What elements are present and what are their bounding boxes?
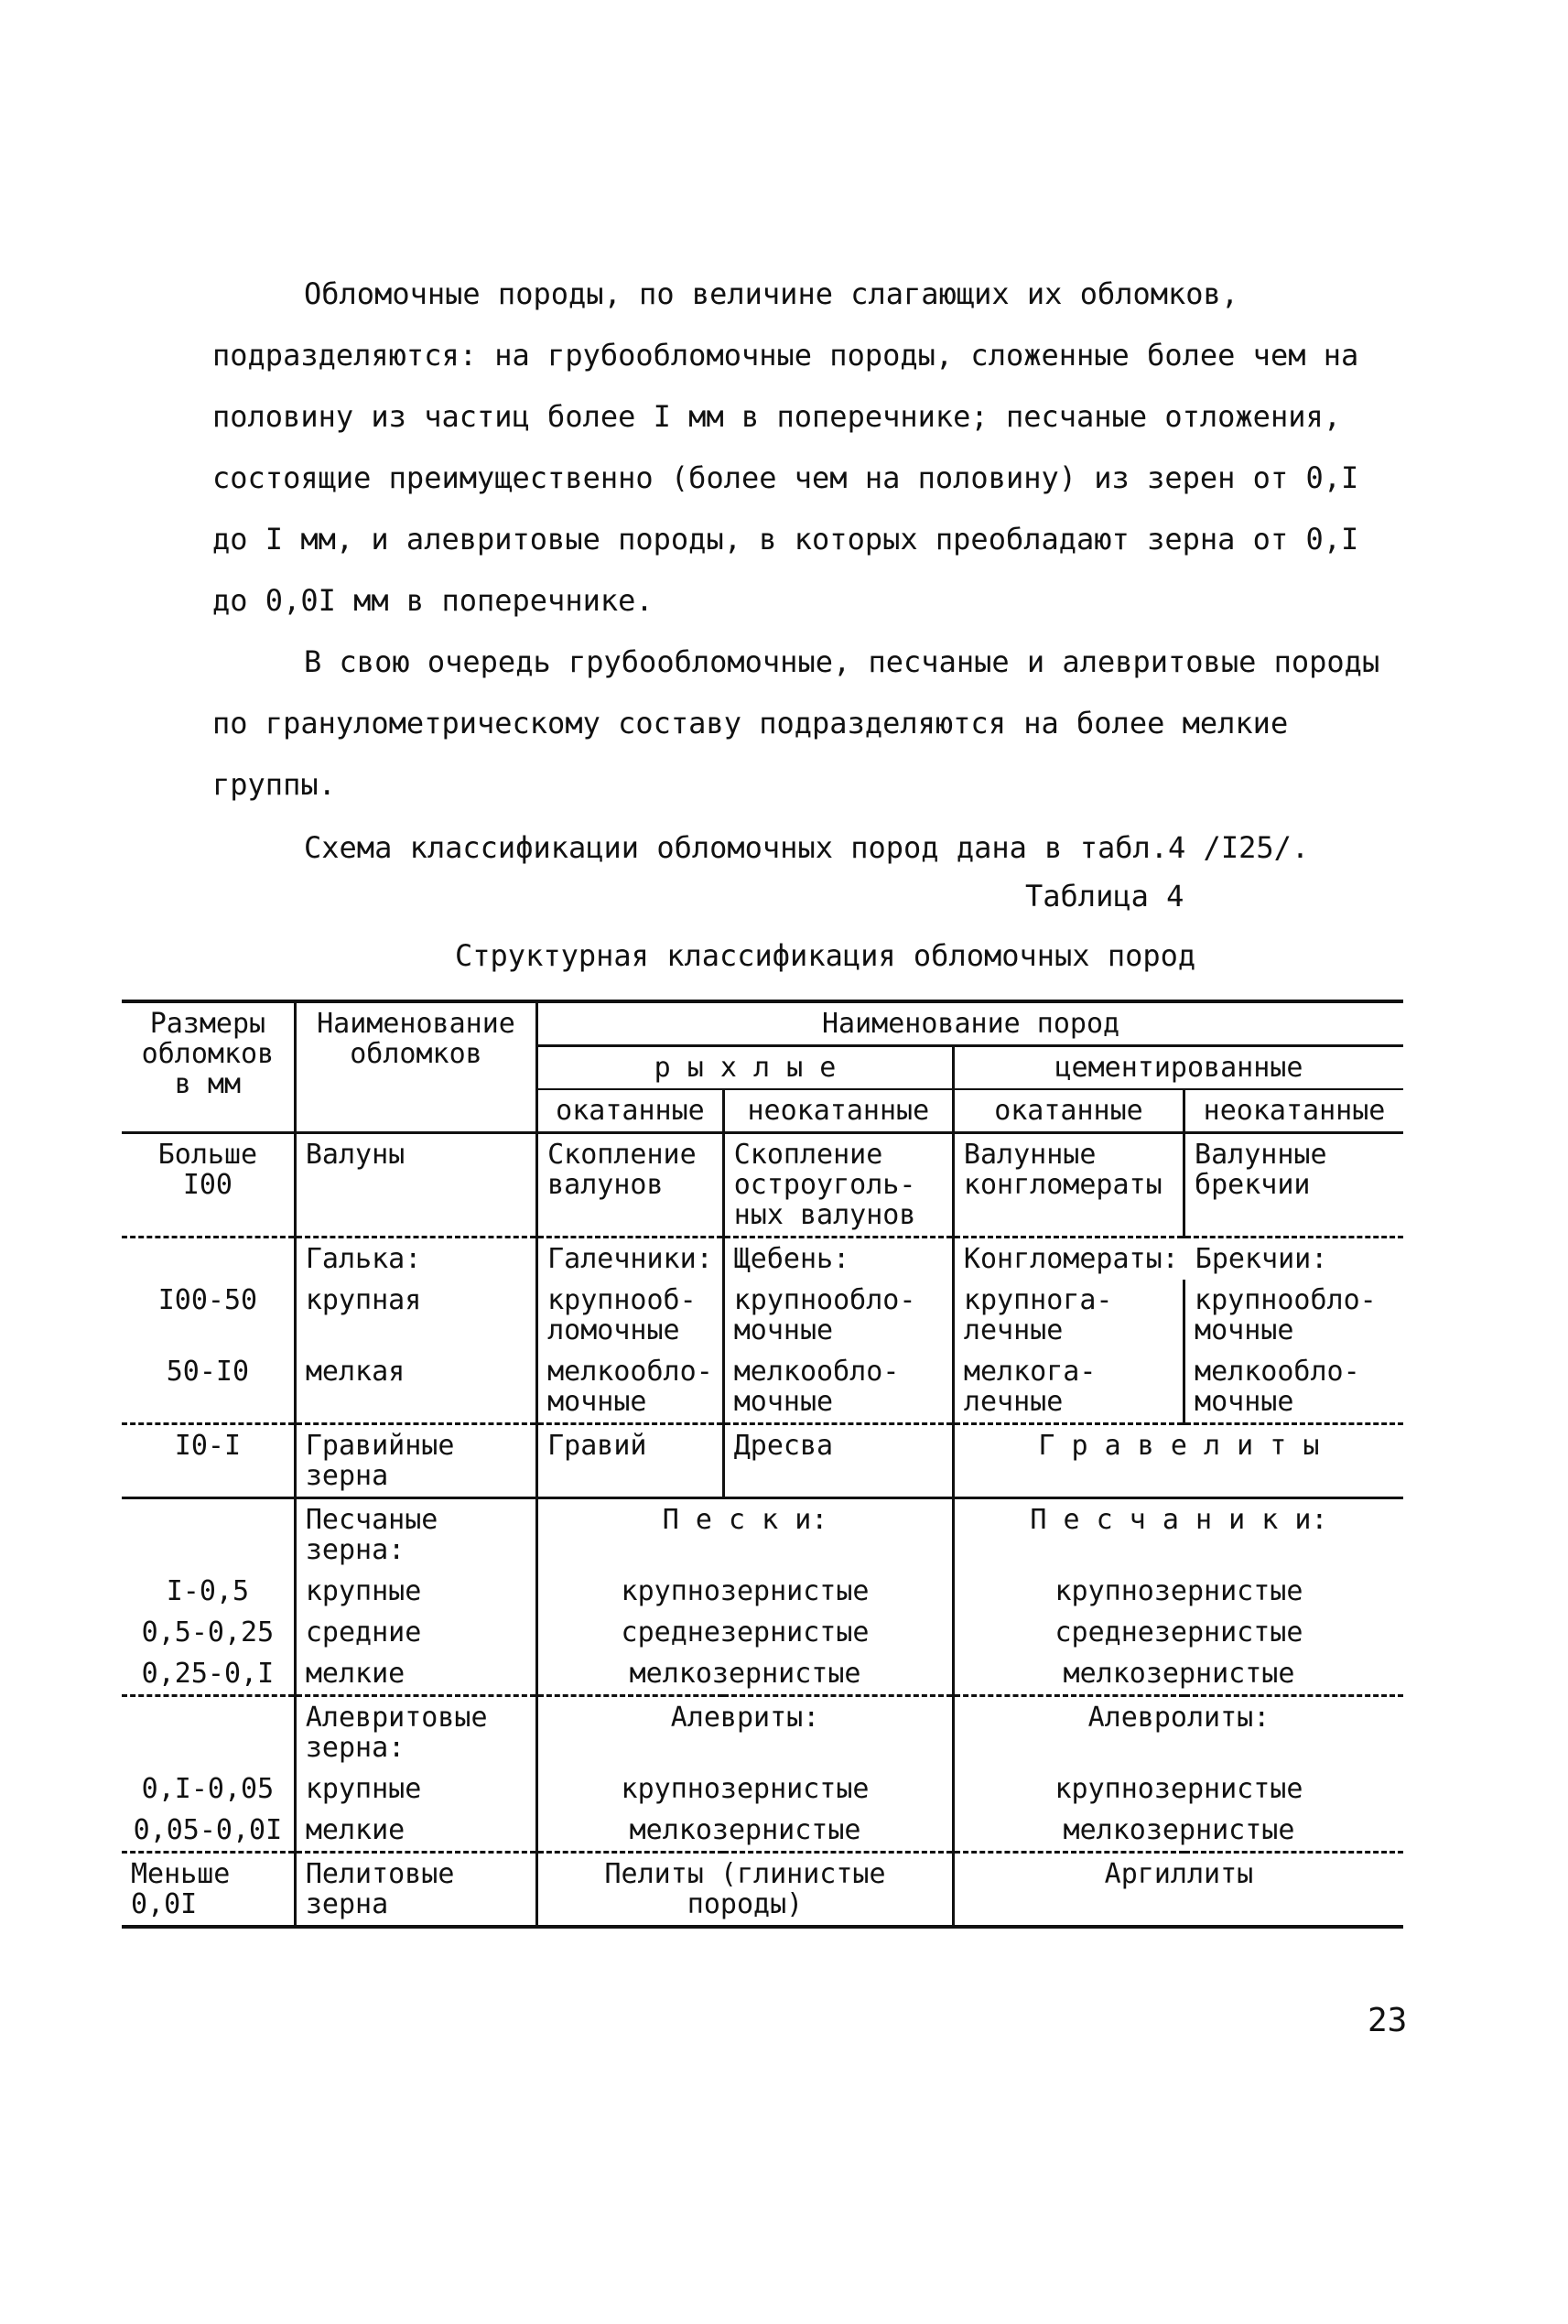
table-row-silt-coarse — [122, 1768, 1403, 1810]
rock-cell: среднезернистые — [953, 1612, 1403, 1653]
header-cemented: цементированные — [953, 1046, 1403, 1090]
rock-cell: крупнообломочные — [1184, 1280, 1403, 1351]
table-row-silt-fine — [122, 1810, 1403, 1853]
size-cell: 0,25-0,I — [122, 1653, 295, 1696]
rock-cell: крупнозернистые — [953, 1768, 1403, 1810]
rock-cell: крупнозернистые — [537, 1768, 954, 1810]
table-row-boulders — [122, 1133, 1403, 1238]
size-cell: I00-50 — [122, 1280, 295, 1351]
rock-cell: крупнозернистые — [953, 1571, 1403, 1612]
fragment-cell: Песчаные зерна: — [295, 1498, 536, 1572]
table-row-silt — [122, 1696, 1403, 1769]
rock-cell: П е с ч а н и к и: — [953, 1498, 1403, 1572]
size-cell: I0-I — [122, 1424, 295, 1498]
table-row-sand-medium — [122, 1612, 1403, 1653]
size-cell: I-0,5 — [122, 1571, 295, 1612]
rock-cell: крупнозернистые — [537, 1571, 954, 1612]
paragraph-3: Схема классификации обломочных пород дана в табл.4 /I25/. — [304, 830, 1310, 865]
rock-cell: крупнообломочные — [537, 1280, 724, 1351]
rock-cell: Алевролиты: — [953, 1696, 1403, 1769]
paragraph-2: В свою очередь грубообломочные, песчаные и алевритовые породы по гранулометрическому составу подразделяются на более мелкие группы. — [212, 644, 1380, 802]
table-row-pebbles-fine — [122, 1351, 1403, 1424]
rock-cell: Валунные конгломераты — [953, 1133, 1184, 1238]
rock-cell: Конгломераты: Брекчии: — [953, 1238, 1403, 1281]
fragment-cell: мелкие — [295, 1653, 536, 1696]
size-cell: Больше I00 — [122, 1133, 295, 1238]
classification-table — [122, 1000, 1403, 1929]
rock-cell: мелкообломочные — [537, 1351, 724, 1424]
rock-cell: Г р а в е л и т ы — [953, 1424, 1403, 1498]
page-number: 23 — [1368, 2002, 1408, 2039]
header-loose: р ы х л ы е — [537, 1046, 954, 1090]
header-rocks: Наименование пород — [537, 1001, 1403, 1046]
rock-cell: Галечники: — [537, 1238, 724, 1281]
fragment-cell: крупные — [295, 1571, 536, 1612]
table-row-pebbles — [122, 1238, 1403, 1281]
table-label: Таблица 4 — [1025, 879, 1184, 913]
rock-cell: крупнообломочные — [723, 1280, 953, 1351]
table-row-gravel — [122, 1424, 1403, 1498]
header-fragments: Наименование обломков — [295, 1001, 536, 1133]
rock-cell: Аргиллиты — [953, 1853, 1403, 1928]
rock-cell: Щебень: — [723, 1238, 953, 1281]
rock-cell: Дресва — [723, 1424, 953, 1498]
rock-cell: мелкозернистые — [953, 1810, 1403, 1853]
table-header-row — [122, 1001, 1403, 1046]
fragment-cell: мелкие — [295, 1810, 536, 1853]
table-row-sand — [122, 1498, 1403, 1572]
rock-cell: мелкозернистые — [537, 1653, 954, 1696]
rock-cell: среднезернистые — [537, 1612, 954, 1653]
fragment-cell: Гравийные зерна — [295, 1424, 536, 1498]
size-cell: Меньше 0,0I — [122, 1853, 295, 1928]
fragment-cell: мелкая — [295, 1351, 536, 1424]
fragment-cell: Алевритовые зерна: — [295, 1696, 536, 1769]
paragraph-1: Обломочные породы, по величине слагающих их обломков, подразделяются: на грубообломочные породы, сложенные более чем на половину из частиц более I мм в поперечнике; песчаные отложения, состоящие преимущественно (более чем на половину) из зерен от 0,I до I мм, и алевритовые породы, в которых преобладают зерна от 0,I до 0,0I мм в поперечнике. — [212, 276, 1359, 618]
rock-cell: Пелиты (глинистые породы) — [537, 1853, 954, 1928]
rock-cell: Алевриты: — [537, 1696, 954, 1769]
table-row-sand-fine — [122, 1653, 1403, 1696]
header-rounded-cemented: окатанные — [953, 1089, 1184, 1133]
size-cell: 50-I0 — [122, 1351, 295, 1424]
rock-cell: Гравий — [537, 1424, 724, 1498]
header-unrounded-cemented: неокатанные — [1184, 1089, 1403, 1133]
rock-cell: мелкообломочные — [1184, 1351, 1403, 1424]
size-cell: 0,5-0,25 — [122, 1612, 295, 1653]
rock-cell: Валунные брекчии — [1184, 1133, 1403, 1238]
table-row-pebbles-coarse — [122, 1280, 1403, 1351]
header-unrounded: неокатанные — [723, 1089, 953, 1133]
table-row-sand-coarse — [122, 1571, 1403, 1612]
size-cell — [122, 1238, 295, 1281]
size-cell: 0,05-0,0I — [122, 1810, 295, 1853]
rock-cell: мелкозернистые — [537, 1810, 954, 1853]
fragment-cell: крупная — [295, 1280, 536, 1351]
size-cell: 0,I-0,05 — [122, 1768, 295, 1810]
rock-cell: П е с к и: — [537, 1498, 954, 1572]
rock-cell: Скопление валунов — [537, 1133, 724, 1238]
rock-cell: мелкообломочные — [723, 1351, 953, 1424]
size-cell — [122, 1498, 295, 1572]
fragment-cell: Пелитовые зерна — [295, 1853, 536, 1928]
rock-cell: Скопление остроугольных валунов — [723, 1133, 953, 1238]
fragment-cell: средние — [295, 1612, 536, 1653]
size-cell — [122, 1696, 295, 1769]
header-size: Размеры обломков в мм — [122, 1001, 295, 1133]
rock-cell: крупногалечные — [953, 1280, 1184, 1351]
table-title: Структурная классификация обломочных пород — [455, 938, 1196, 973]
fragment-cell: Галька: — [295, 1238, 536, 1281]
table-row-pelite — [122, 1853, 1403, 1928]
rock-cell: мелкогалечные — [953, 1351, 1184, 1424]
rock-cell: мелкозернистые — [953, 1653, 1403, 1696]
header-rounded: окатанные — [537, 1089, 724, 1133]
fragment-cell: Валуны — [295, 1133, 536, 1238]
fragment-cell: крупные — [295, 1768, 536, 1810]
